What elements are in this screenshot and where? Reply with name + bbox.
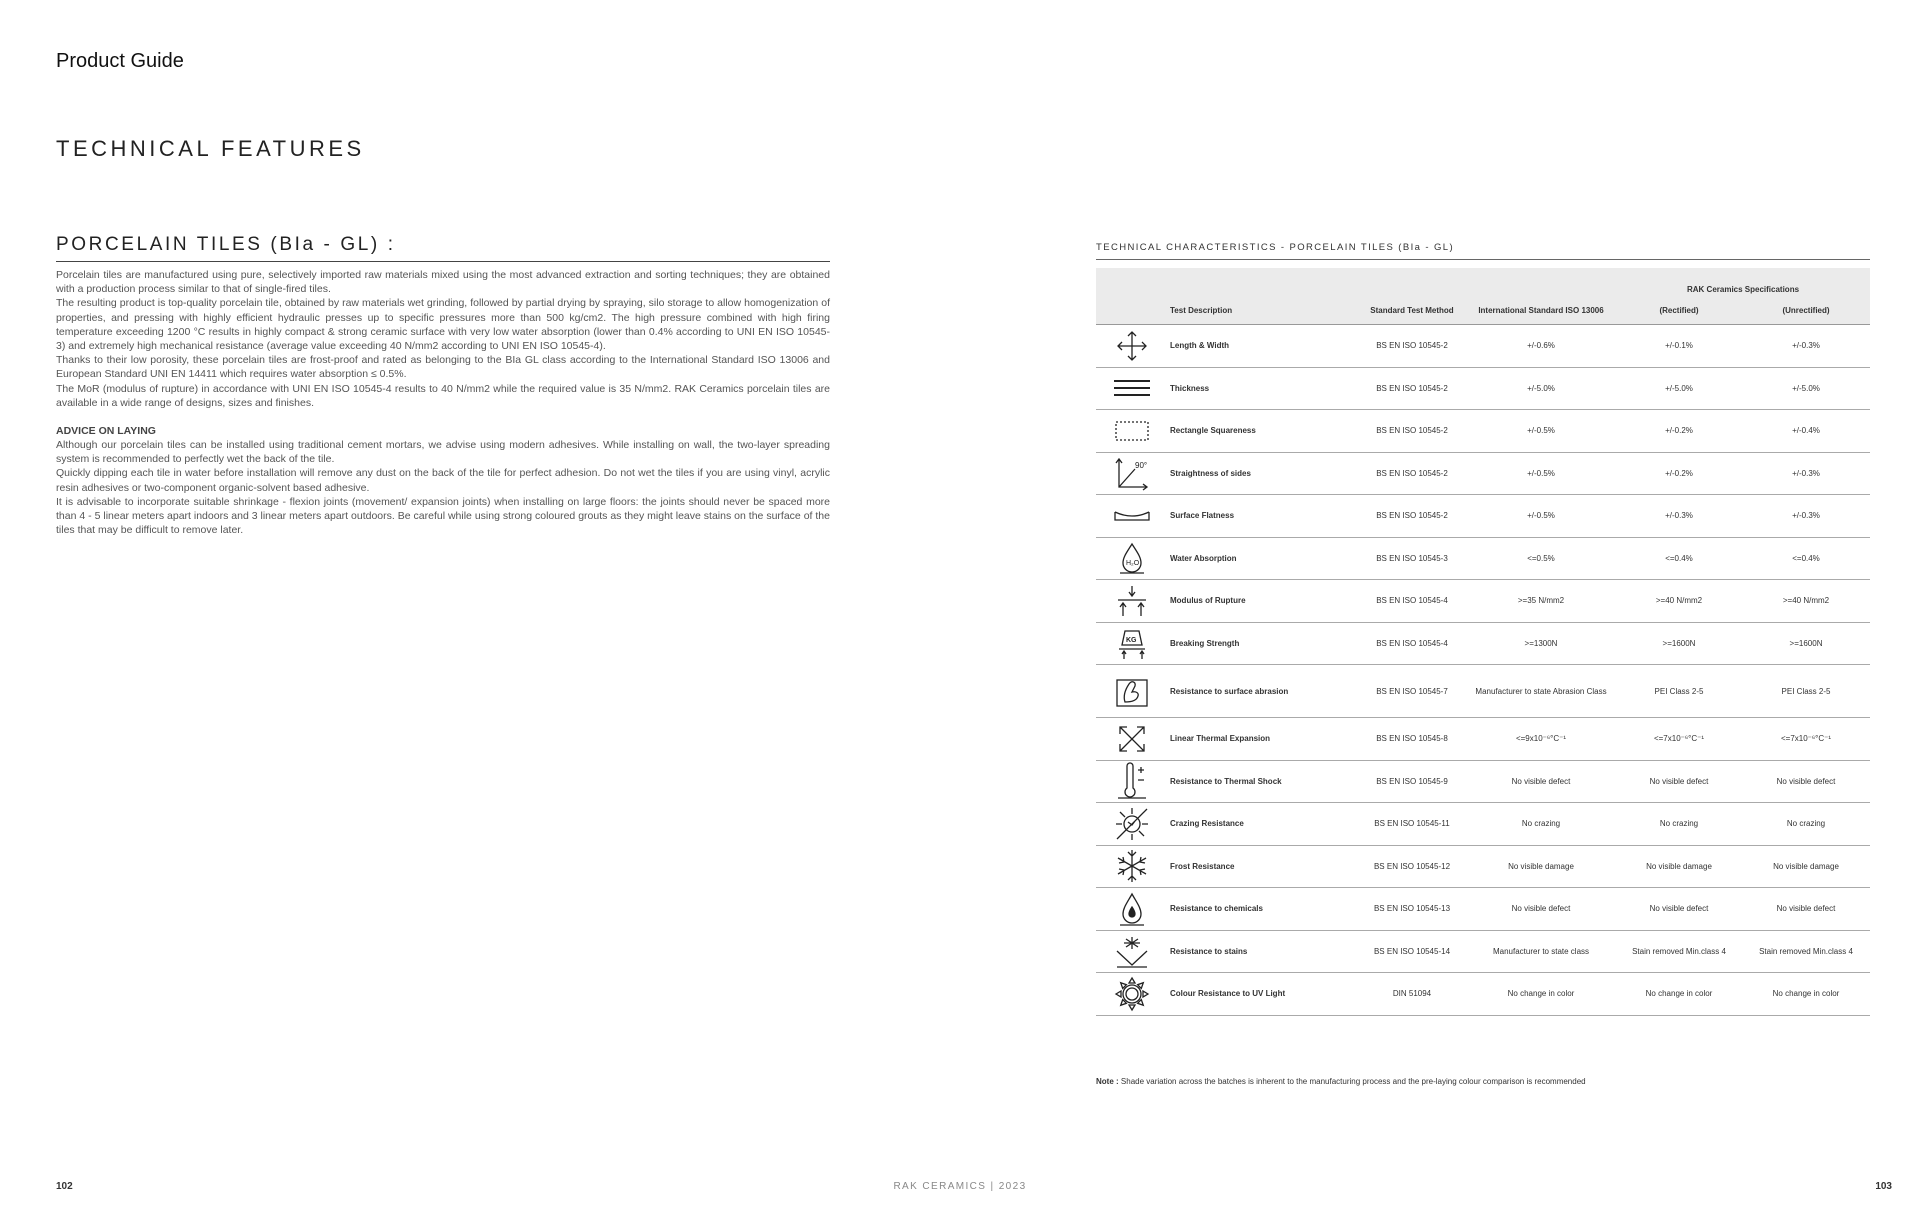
arrows-cross-icon	[1096, 325, 1168, 368]
iso-value: +/-0.6%	[1466, 325, 1616, 368]
guide-title: Product Guide	[56, 50, 184, 72]
technical-table	[1096, 268, 1870, 1016]
header-unrectified: (Unrectified)	[1742, 296, 1870, 325]
test-method: BS EN ISO 10545-7	[1358, 665, 1466, 718]
thickness-icon	[1096, 367, 1168, 410]
test-description: Colour Resistance to UV Light	[1168, 973, 1358, 1016]
iso-value: <=0.5%	[1466, 537, 1616, 580]
test-method: BS EN ISO 10545-9	[1358, 760, 1466, 803]
test-description: Modulus of Rupture	[1168, 580, 1358, 623]
iso-value: +/-0.5%	[1466, 410, 1616, 453]
note-label: Note :	[1096, 1077, 1119, 1086]
test-method: BS EN ISO 10545-12	[1358, 845, 1466, 888]
unrectified-value: <=7x10⁻⁶°C⁻¹	[1742, 718, 1870, 761]
unrectified-value: +/-5.0%	[1742, 367, 1870, 410]
iso-value: <=9x10⁻⁶°C⁻¹	[1466, 718, 1616, 761]
note-text: Shade variation across the batches is inherent to the manufacturing process and the pre-laying colour comparison is recommended	[1120, 1077, 1586, 1086]
table-row	[1096, 452, 1870, 495]
test-method: BS EN ISO 10545-3	[1358, 537, 1466, 580]
test-description: Resistance to Thermal Shock	[1168, 760, 1358, 803]
test-description: Resistance to surface abrasion	[1168, 665, 1358, 718]
unrectified-value: +/-0.3%	[1742, 452, 1870, 495]
table-row	[1096, 495, 1870, 538]
unrectified-value: +/-0.3%	[1742, 495, 1870, 538]
page-number-right: 103	[1875, 1181, 1892, 1192]
header-iso: International Standard ISO 13006	[1466, 296, 1616, 325]
test-method: BS EN ISO 10545-2	[1358, 452, 1466, 495]
right-angle-icon	[1096, 452, 1168, 495]
rectified-value: No visible damage	[1616, 845, 1742, 888]
test-method: BS EN ISO 10545-2	[1358, 410, 1466, 453]
rectified-value: <=7x10⁻⁶°C⁻¹	[1616, 718, 1742, 761]
header-description: Test Description	[1168, 296, 1358, 325]
test-method: BS EN ISO 10545-13	[1358, 888, 1466, 931]
table-row	[1096, 410, 1870, 453]
test-method: BS EN ISO 10545-8	[1358, 718, 1466, 761]
test-description: Resistance to chemicals	[1168, 888, 1358, 931]
table-row	[1096, 367, 1870, 410]
page-number-left: 102	[56, 1181, 73, 1192]
icon-label: 90°	[1135, 461, 1148, 471]
technical-features-heading: TECHNICAL FEATURES	[56, 136, 365, 161]
table-header-group-row	[1096, 268, 1870, 296]
rectified-value: PEI Class 2-5	[1616, 665, 1742, 718]
table-row	[1096, 760, 1870, 803]
rectified-value: +/-0.1%	[1616, 325, 1742, 368]
expansion-arrows-icon	[1096, 718, 1168, 761]
table-row	[1096, 325, 1870, 368]
table-row	[1096, 622, 1870, 665]
table-row	[1096, 537, 1870, 580]
table-row	[1096, 718, 1870, 761]
unrectified-value: >=40 N/mm2	[1742, 580, 1870, 623]
rectified-value: >=1600N	[1616, 622, 1742, 665]
unrectified-value: <=0.4%	[1742, 537, 1870, 580]
note	[1096, 1077, 1586, 1086]
table-row	[1096, 803, 1870, 846]
unrectified-value: No change in color	[1742, 973, 1870, 1016]
test-description: Thickness	[1168, 367, 1358, 410]
iso-value: >=35 N/mm2	[1466, 580, 1616, 623]
iso-value: No visible defect	[1466, 760, 1616, 803]
test-method: DIN 51094	[1358, 973, 1466, 1016]
unrectified-value: No crazing	[1742, 803, 1870, 846]
iso-value: Manufacturer to state class	[1466, 930, 1616, 973]
chemical-drop-icon	[1096, 888, 1168, 931]
iso-value: No change in color	[1466, 973, 1616, 1016]
table-caption: TECHNICAL CHARACTERISTICS - PORCELAIN TILES (BIa - GL)	[1096, 242, 1870, 260]
table-row	[1096, 973, 1870, 1016]
unrectified-value: No visible damage	[1742, 845, 1870, 888]
unrectified-value: +/-0.3%	[1742, 325, 1870, 368]
flatness-icon	[1096, 495, 1168, 538]
unrectified-value: No visible defect	[1742, 888, 1870, 931]
iso-value: +/-0.5%	[1466, 495, 1616, 538]
header-rectified: (Rectified)	[1616, 296, 1742, 325]
test-method: BS EN ISO 10545-2	[1358, 367, 1466, 410]
rectified-value: +/-0.2%	[1616, 410, 1742, 453]
test-method: BS EN ISO 10545-11	[1358, 803, 1466, 846]
iso-value: Manufacturer to state Abrasion Class	[1466, 665, 1616, 718]
test-description: Linear Thermal Expansion	[1168, 718, 1358, 761]
dashed-rectangle-icon	[1096, 410, 1168, 453]
table-row	[1096, 665, 1870, 718]
rectified-value: No visible defect	[1616, 888, 1742, 931]
unrectified-value: +/-0.4%	[1742, 410, 1870, 453]
table-header-row	[1096, 296, 1870, 325]
icon-label: H₂O	[1126, 560, 1140, 568]
test-description: Rectangle Squareness	[1168, 410, 1358, 453]
table-row	[1096, 580, 1870, 623]
intro-paragraph: Porcelain tiles are manufactured using pure, selectively imported raw materials mixed using the most advanced extraction and sorting techniques; they are obtained with a production process similar to that of single-fired tiles. The resulting product is top-quality porcelain tile, obtained by raw materials wet grinding, followed by partial drying by spraying, silo storage to allow homogenization of properties, and pressing with highly efficient hydraulic presses up to specific pressures more than 500 kg/cm2. The high pressure combined with high firing temperature exceeding 1200 °C results in highly compact & strong ceramic surface with very low water absorption (lower than 0.4% according to UNI EN ISO 10545-3) and extremely high mechanical resistance (average value exceeding 40 N/mm2 according to UNI EN ISO 10545-4). Thanks to their low porosity, these porcelain tiles are frost-proof and rated as belonging to the BIa GL class according to the International Standard ISO 13006 and European Standard UNI EN 14411 which requires water absorption ≤ 0.5%. The MoR (modulus of rupture) in accordance with UNI EN ISO 10545-4 results to 40 N/mm2 while the required value is 35 N/mm2. RAK Ceramics porcelain tiles are available in a wide range of designs, sizes and finishes.	[56, 269, 830, 409]
iso-value: No visible defect	[1466, 888, 1616, 931]
test-description: Straightness of sides	[1168, 452, 1358, 495]
test-description: Frost Resistance	[1168, 845, 1358, 888]
left-column	[56, 234, 830, 537]
test-description: Breaking Strength	[1168, 622, 1358, 665]
section-heading: PORCELAIN TILES (BIa - GL) :	[56, 234, 830, 262]
test-description: Crazing Resistance	[1168, 803, 1358, 846]
thermometer-icon	[1096, 760, 1168, 803]
test-description: Surface Flatness	[1168, 495, 1358, 538]
advice-heading: ADVICE ON LAYING	[56, 425, 156, 438]
unrectified-value: PEI Class 2-5	[1742, 665, 1870, 718]
rectified-value: >=40 N/mm2	[1616, 580, 1742, 623]
table-body	[1096, 325, 1870, 1016]
iso-value: No visible damage	[1466, 845, 1616, 888]
iso-value: >=1300N	[1466, 622, 1616, 665]
rectified-value: +/-0.2%	[1616, 452, 1742, 495]
rectified-value: No change in color	[1616, 973, 1742, 1016]
crazing-sun-icon	[1096, 803, 1168, 846]
snowflake-icon	[1096, 845, 1168, 888]
rectified-value: +/-0.3%	[1616, 495, 1742, 538]
advice-paragraph: Although our porcelain tiles can be installed using traditional cement mortars, we advise using modern adhesives. While installing on wall, the two-layer spreading system is recommended to perfectly wet the back of the tile. Quickly dipping each tile in water before installation will remove any dust on the back of the tile for perfect adhesion. Do not wet the tiles if you are using vinyl, acrylic resin adhesives or two-component organic-solvent based adhesive. It is advisable to incorporate suitable shrinkage - flexion joints (movement/ expansion joints) when installing on large floors: the joints should never be spaced more than 4 - 5 linear meters apart indoors and 3 linear meters apart outdoors. Be careful while using strong coloured grouts as they might leave stains on the surface of the tiles that may be difficult to remove later.	[56, 439, 830, 537]
unrectified-value: >=1600N	[1742, 622, 1870, 665]
table-row	[1096, 930, 1870, 973]
test-method: BS EN ISO 10545-2	[1358, 495, 1466, 538]
test-description: Water Absorption	[1168, 537, 1358, 580]
iso-value: No crazing	[1466, 803, 1616, 846]
unrectified-value: Stain removed Min.class 4	[1742, 930, 1870, 973]
technical-table-section	[1096, 242, 1870, 1016]
test-method: BS EN ISO 10545-14	[1358, 930, 1466, 973]
footer-brand: RAK CERAMICS | 2023	[893, 1181, 1027, 1192]
test-method: BS EN ISO 10545-4	[1358, 622, 1466, 665]
rectified-value: No visible defect	[1616, 760, 1742, 803]
group-header: RAK Ceramics Specifications	[1616, 268, 1870, 296]
table-row	[1096, 845, 1870, 888]
water-drop-icon	[1096, 537, 1168, 580]
rectified-value: Stain removed Min.class 4	[1616, 930, 1742, 973]
test-description: Resistance to stains	[1168, 930, 1358, 973]
table-row	[1096, 888, 1870, 931]
rupture-arrows-icon	[1096, 580, 1168, 623]
unrectified-value: No visible defect	[1742, 760, 1870, 803]
uv-sun-icon	[1096, 973, 1168, 1016]
test-description: Length & Width	[1168, 325, 1358, 368]
iso-value: +/-5.0%	[1466, 367, 1616, 410]
test-method: BS EN ISO 10545-2	[1358, 325, 1466, 368]
rectified-value: +/-5.0%	[1616, 367, 1742, 410]
icon-label: KG	[1126, 637, 1137, 645]
test-method: BS EN ISO 10545-4	[1358, 580, 1466, 623]
header-method: Standard Test Method	[1358, 296, 1466, 325]
stain-icon	[1096, 930, 1168, 973]
rectified-value: <=0.4%	[1616, 537, 1742, 580]
abrasion-hand-icon	[1096, 665, 1168, 718]
iso-value: +/-0.5%	[1466, 452, 1616, 495]
rectified-value: No crazing	[1616, 803, 1742, 846]
weight-kg-icon	[1096, 622, 1168, 665]
